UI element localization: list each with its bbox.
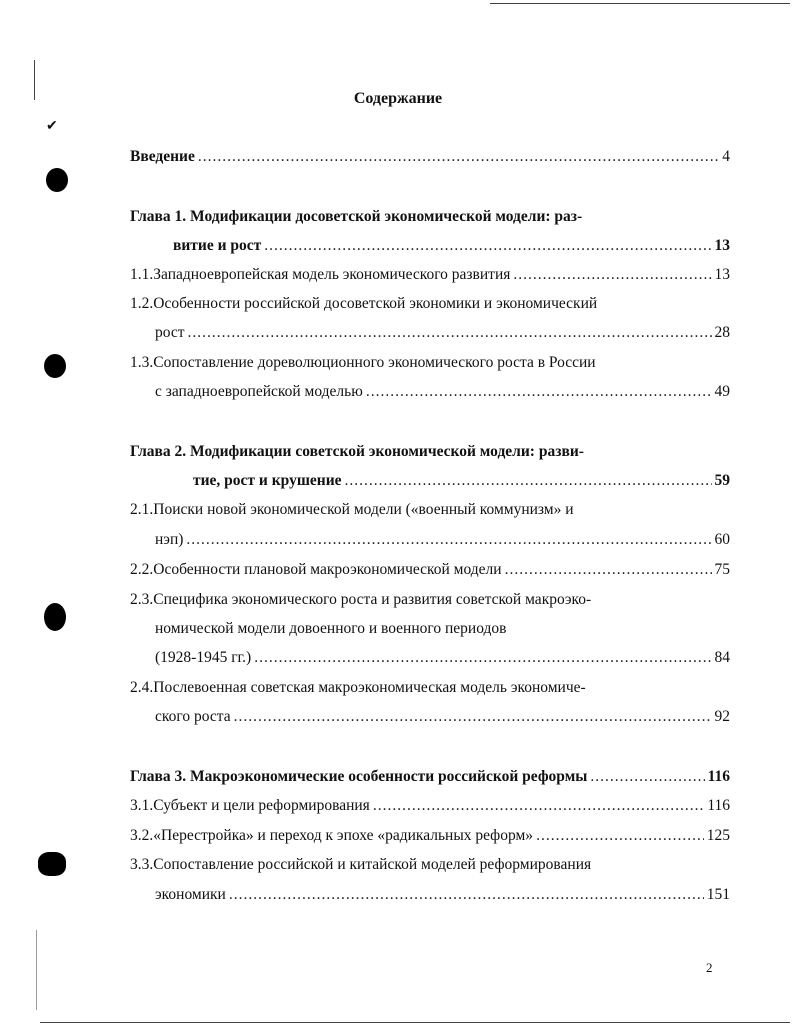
toc-entry-2-3-line1: 2.3.Специфика экономического роста и развития советской макроэко- bbox=[130, 591, 592, 608]
toc-leader bbox=[234, 707, 712, 727]
toc-label: нэп) bbox=[155, 531, 184, 548]
punch-hole-icon bbox=[44, 603, 66, 631]
toc-page: 75 bbox=[714, 561, 730, 578]
toc-entry-3-1[interactable] bbox=[130, 796, 730, 816]
punch-hole-icon bbox=[38, 852, 66, 876]
toc-label: ского роста bbox=[155, 708, 231, 725]
toc-leader bbox=[513, 265, 711, 285]
page-title: Содержание bbox=[353, 90, 443, 107]
toc-entry-2-2[interactable] bbox=[130, 560, 730, 580]
toc-entry-2-3-line2: номической модели довоенного и военного периодов bbox=[155, 620, 507, 637]
toc-label: 1.1.Западноевропейская модель экономического развития bbox=[130, 266, 511, 283]
toc-entry-chapter-3[interactable] bbox=[130, 767, 730, 787]
toc-entry-2-4[interactable] bbox=[155, 707, 730, 727]
scan-mark-icon: ✔ bbox=[46, 119, 58, 134]
toc-page: 116 bbox=[707, 797, 730, 814]
toc-label: рост bbox=[155, 324, 185, 341]
toc-entry-3-3[interactable] bbox=[155, 885, 730, 905]
toc-label: 2.2.Особенности плановой макроэкономической модели bbox=[130, 561, 502, 578]
toc-page: 4 bbox=[722, 148, 730, 165]
toc-label: 3.1.Субъект и цели реформирования bbox=[130, 797, 370, 814]
top-edge-line bbox=[490, 3, 790, 4]
toc-page: 92 bbox=[714, 708, 730, 725]
toc-label: 3.2.«Перестройка» и переход к эпохе «радикальных реформ» bbox=[130, 827, 534, 844]
toc-label: с западноевропейской моделью bbox=[155, 383, 363, 400]
toc-leader bbox=[264, 236, 711, 256]
toc-entry-1-3[interactable] bbox=[155, 382, 730, 402]
toc-page: 13 bbox=[714, 266, 730, 283]
toc-leader bbox=[186, 530, 711, 550]
toc-label: тие, рост и крушение bbox=[193, 472, 342, 489]
toc-leader bbox=[229, 885, 704, 905]
toc-leader bbox=[198, 147, 719, 167]
toc-entry-1-2-line1: 1.2.Особенности российской досоветской экономики и экономический bbox=[130, 295, 598, 312]
toc-page: 49 bbox=[714, 383, 730, 400]
toc-page: 60 bbox=[714, 531, 730, 548]
toc-label: Введение bbox=[130, 148, 195, 165]
toc-entry-1-1[interactable] bbox=[130, 265, 730, 285]
toc-leader bbox=[345, 471, 712, 491]
toc-leader bbox=[366, 382, 712, 402]
toc-entry-intro[interactable] bbox=[130, 147, 730, 167]
toc-leader bbox=[505, 560, 712, 580]
toc-label: экономики bbox=[155, 886, 226, 903]
toc-entry-3-2[interactable] bbox=[130, 826, 730, 846]
toc-label: (1928-1945 гг.) bbox=[155, 649, 252, 666]
toc-page: 116 bbox=[707, 768, 730, 785]
toc-leader bbox=[254, 648, 711, 668]
left-edge-line bbox=[36, 930, 37, 1010]
toc-leader bbox=[188, 323, 712, 343]
toc-entry-2-4-line1: 2.4.Послевоенная советская макроэкономическая модель экономиче- bbox=[130, 679, 586, 696]
toc-entry-3-3-line1: 3.3.Сопоставление российской и китайской моделей реформирования bbox=[130, 856, 592, 873]
toc-page: 151 bbox=[706, 886, 730, 903]
toc-entry-2-3[interactable] bbox=[155, 648, 730, 668]
bottom-edge-line bbox=[40, 1022, 790, 1023]
toc-entry-2-1[interactable] bbox=[155, 530, 730, 550]
toc-page: 59 bbox=[714, 472, 730, 489]
punch-hole-icon bbox=[44, 354, 66, 378]
toc-entry-1-3-line1: 1.3.Сопоставление дореволюционного экономического роста в России bbox=[130, 354, 596, 371]
toc-leader bbox=[590, 767, 704, 787]
toc-label: Глава 3. Макроэкономические особенности российской реформы bbox=[130, 768, 588, 785]
chapter-2-heading: Глава 2. Модификации советской экономической модели: разви- bbox=[130, 443, 584, 460]
toc-entry-chapter-1[interactable] bbox=[173, 236, 730, 256]
toc-page: 84 bbox=[714, 649, 730, 666]
toc-leader bbox=[536, 826, 704, 846]
toc-page: 125 bbox=[706, 827, 730, 844]
toc-page: 13 bbox=[714, 237, 730, 254]
punch-hole-icon bbox=[46, 168, 68, 192]
chapter-1-heading: Глава 1. Модификации досоветской экономической модели: раз- bbox=[130, 208, 583, 225]
toc-entry-2-1-line1: 2.1.Поиски новой экономической модели («военный коммунизм» и bbox=[130, 501, 574, 518]
toc-label: витие и рост bbox=[173, 237, 262, 254]
toc-entry-1-2[interactable] bbox=[155, 323, 730, 343]
toc-page: 28 bbox=[714, 324, 730, 341]
toc-entry-chapter-2[interactable] bbox=[193, 471, 730, 491]
toc-leader bbox=[373, 796, 705, 816]
page-number: 2 bbox=[706, 960, 713, 975]
